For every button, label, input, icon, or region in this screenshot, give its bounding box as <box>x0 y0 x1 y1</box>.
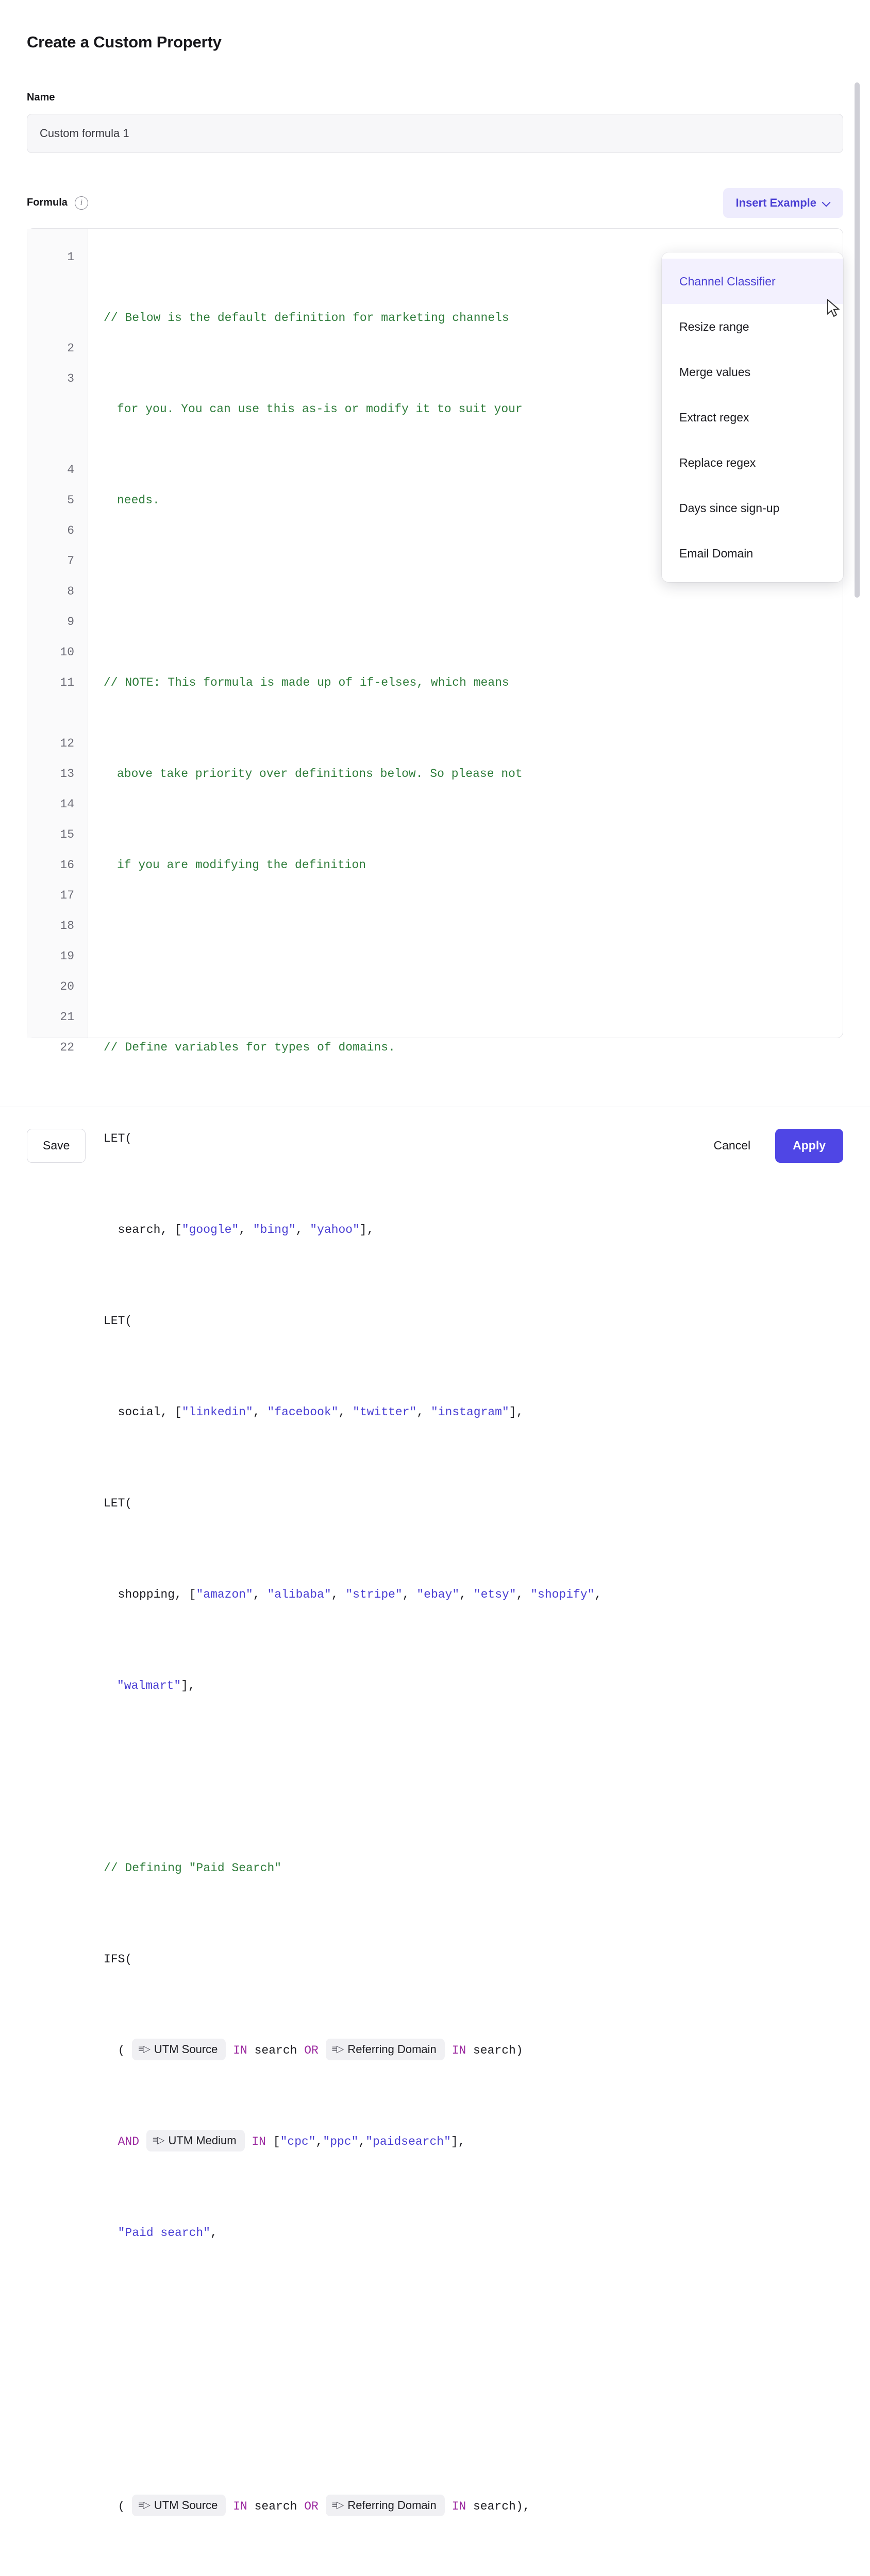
line-number: 11 <box>60 676 74 689</box>
name-field-group <box>27 92 843 153</box>
dropdown-item-label: Replace regex <box>679 455 756 469</box>
code-line: LET( <box>104 1132 132 1145</box>
code-line: for you. You can use this as-is or modify it to suit your <box>117 402 523 416</box>
code-line: // NOTE: This formula is made up of if-elses, which means <box>104 676 509 689</box>
code-line: shopping, ["amazon", "alibaba", "stripe", "ebay", "etsy", "shopify", <box>104 1588 602 1601</box>
filter-icon: ≡▷ <box>331 2499 343 2511</box>
dropdown-item-label: Email Domain <box>679 546 754 560</box>
code-line: LET( <box>104 1314 132 1328</box>
field-pill-label: UTM Medium <box>168 2133 237 2147</box>
line-number: 20 <box>60 980 74 993</box>
field-pill-label: Referring Domain <box>347 2498 437 2512</box>
field-pill-utm-source-2[interactable] <box>132 2495 226 2516</box>
field-pill-referring-domain[interactable] <box>326 2039 445 2060</box>
apply-button[interactable]: Apply <box>775 1129 843 1163</box>
formula-label: Formula <box>27 197 68 208</box>
insert-example-dropdown[interactable] <box>662 252 843 582</box>
dropdown-item-label: Days since sign-up <box>679 501 780 515</box>
line-number: 2 <box>67 342 74 355</box>
insert-example-label: Insert Example <box>735 196 816 209</box>
line-number: 1 <box>67 250 74 264</box>
code-line <box>104 2400 832 2431</box>
name-input[interactable] <box>27 114 843 153</box>
dropdown-item-label: Extract regex <box>679 410 749 424</box>
name-label: Name <box>27 92 55 103</box>
chevron-down-icon <box>823 199 831 207</box>
code-line: AND ≡▷ UTM Medium IN ["cpc","ppc","paidsearch"], <box>104 2127 832 2157</box>
code-line <box>104 941 832 972</box>
line-number: 7 <box>67 554 74 568</box>
formula-header <box>27 188 843 217</box>
scrollbar-thumb[interactable] <box>855 82 860 598</box>
line-number: 13 <box>60 767 74 781</box>
field-pill-utm-medium[interactable] <box>146 2130 245 2151</box>
field-pill-label: UTM Source <box>154 2498 218 2512</box>
code-line: ( ≡▷ UTM Source IN search OR ≡▷ Referring Domain IN search), <box>104 2492 832 2522</box>
code-line: needs. <box>117 494 160 507</box>
filter-icon: ≡▷ <box>138 2043 149 2055</box>
code-line: IFS( <box>104 1953 132 1966</box>
line-number: 8 <box>67 585 74 598</box>
dropdown-item-email-domain[interactable] <box>662 531 843 576</box>
dropdown-item-label: Merge values <box>679 365 751 379</box>
line-number: 6 <box>67 524 74 537</box>
cancel-button[interactable]: Cancel <box>707 1129 758 1163</box>
filter-icon: ≡▷ <box>138 2499 149 2511</box>
code-line: above take priority over definitions below. So please not <box>117 767 523 781</box>
line-number: 5 <box>67 494 74 507</box>
line-number: 9 <box>67 615 74 629</box>
code-line: LET( <box>104 1497 132 1510</box>
dropdown-item-replace-regex[interactable] <box>662 440 843 485</box>
dropdown-item-channel-classifier[interactable] <box>662 259 843 304</box>
code-line: "Paid search", <box>118 2226 217 2240</box>
page-title: Create a Custom Property <box>27 33 222 51</box>
code-line: ( ≡▷ UTM Source IN search OR ≡▷ Referring Domain IN search) <box>104 2036 832 2066</box>
line-number: 14 <box>60 798 74 811</box>
line-number: 12 <box>60 737 74 750</box>
code-line: // Define variables for types of domains. <box>104 1041 395 1054</box>
dropdown-item-label: Channel Classifier <box>679 274 776 288</box>
code-line: social, ["linkedin", "facebook", "twitter", "instagram"], <box>104 1405 524 1419</box>
line-number: 18 <box>60 919 74 933</box>
line-number: 3 <box>67 372 74 385</box>
dropdown-item-label: Resize range <box>679 319 749 333</box>
insert-example-button[interactable] <box>723 188 843 218</box>
save-button[interactable]: Save <box>27 1129 86 1163</box>
dropdown-item-merge-values[interactable] <box>662 349 843 395</box>
info-icon[interactable]: i <box>75 196 88 210</box>
code-line: "walmart"], <box>117 1679 195 1692</box>
code-line <box>104 2309 832 2340</box>
line-number: 10 <box>60 646 74 659</box>
dropdown-item-days-since-sign-up[interactable] <box>662 485 843 531</box>
line-number: 22 <box>60 1041 74 1054</box>
editor-gutter <box>27 229 88 1054</box>
dropdown-item-resize-range[interactable] <box>662 304 843 349</box>
line-number: 15 <box>60 828 74 841</box>
code-line: if you are modifying the definition <box>117 858 366 872</box>
line-number: 19 <box>60 950 74 963</box>
line-number: 21 <box>60 1010 74 1024</box>
dropdown-item-extract-regex[interactable] <box>662 395 843 440</box>
filter-icon: ≡▷ <box>152 2134 164 2146</box>
field-pill-referring-domain-2[interactable] <box>326 2495 445 2516</box>
code-line: // Below is the default definition for marketing channels <box>104 311 509 325</box>
line-number: 17 <box>60 889 74 902</box>
scrollbar-track[interactable] <box>860 82 865 1103</box>
filter-icon: ≡▷ <box>331 2043 343 2055</box>
field-pill-label: UTM Source <box>154 2042 218 2056</box>
field-pill-utm-source[interactable] <box>132 2039 226 2060</box>
code-line <box>104 1762 832 1792</box>
code-line: // Defining "Paid Search" <box>104 1861 282 1875</box>
line-number: 4 <box>67 463 74 477</box>
line-number: 16 <box>60 858 74 872</box>
code-line: search, ["google", "bing", "yahoo"], <box>104 1223 374 1236</box>
field-pill-label: Referring Domain <box>347 2042 437 2056</box>
